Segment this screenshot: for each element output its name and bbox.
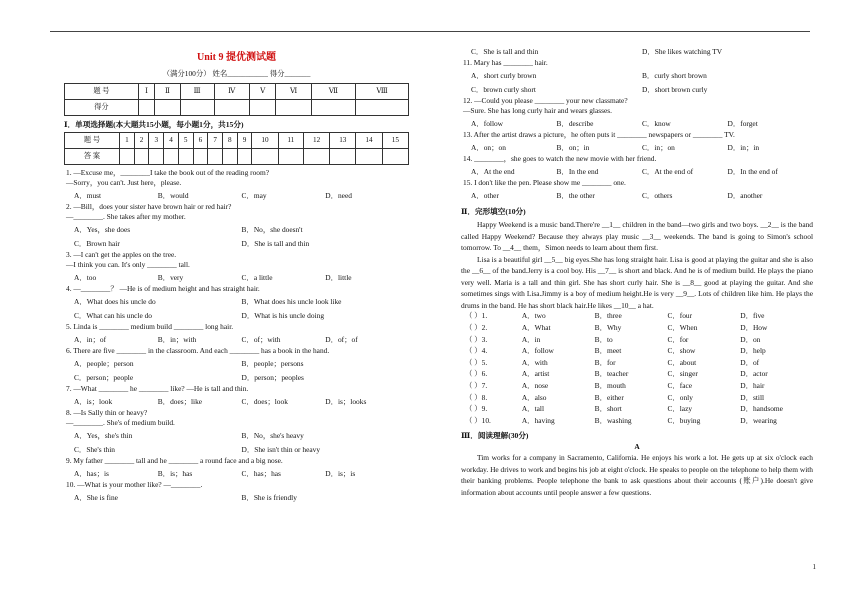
option: C．others [642,190,673,200]
option: D．actor [740,369,768,379]
question-line: 6. There are five ________ in the classroom. And each ________ has a book in the hand. [66,345,330,355]
option: C．When [667,323,698,333]
score-cell [138,99,155,115]
left-questions [64,169,409,505]
question-line: 5. Linda is ________ medium build ________ long hair. [66,321,234,331]
option: D．She likes watching TV [642,46,723,56]
option: D．need [325,190,352,200]
option: A．having [521,415,555,425]
options-row [64,429,409,443]
option: C．She's thin [74,444,115,454]
answer-cell [237,148,252,164]
header-rule [50,31,810,32]
option: D．is；is [325,468,356,478]
answer-header-cell: 3 [149,132,164,148]
score-header-cell: Ⅶ [311,83,355,99]
answer-table [64,132,409,165]
score-header-cell: Ⅷ [356,83,409,99]
option: A．with [521,357,548,367]
option: D．She is tall and thin [241,238,310,248]
question-line: —________. She's of medium build. [66,417,175,427]
option: D．five [740,311,765,321]
answer-row-label: 答 案 [65,148,120,164]
cloze-number: （ ）4. [465,346,488,356]
question-line: 13. After the artist draws a picture，he often puts it ________ newspapers or ________ TV. [463,130,735,139]
option: A．follow [521,346,554,356]
option: A．is；look [74,396,113,406]
score-header-cell: Ⅰ [138,83,155,99]
option: B．very [157,272,184,282]
option: D．What is his uncle doing [241,310,325,320]
cloze-number: （ ）6. [465,369,488,379]
score-cell [311,99,355,115]
answer-cell [164,148,179,164]
answer-header-cell: 10 [252,132,278,148]
option: D．forget [727,118,758,128]
option: A．Yes，she's thin [74,430,133,440]
options-row [461,189,813,203]
option: B．either [594,392,624,402]
option: B．is；has [157,468,193,478]
question [64,203,409,251]
options-row [64,295,409,309]
question [461,155,813,179]
option: C．may [241,190,267,200]
question [461,97,813,131]
option: C．about [667,357,697,367]
option: B．She is friendly [241,492,297,502]
options-row [461,117,813,131]
cloze-option-row [461,369,813,381]
option: A．At the end [471,166,515,176]
option: C．person；people [74,372,134,382]
question-line: 1. —Excuse me，________I take the book out of the reading room? [66,167,269,177]
option: B．meet [594,346,622,356]
question-line: 14. ________，she goes to watch the new movie with her friend. [463,154,657,163]
passage-label: A [634,442,640,452]
option: D．wearing [740,415,777,425]
option: B．on；in [556,142,590,152]
question-line: 10. —What is your mother like? —________. [66,479,203,489]
option: A．two [521,311,546,321]
option: C．know [642,118,671,128]
answer-cell [356,148,382,164]
question [64,323,409,347]
cloze-option-row [461,415,813,427]
question-line: —________. She takes after my mother. [66,211,186,221]
option: C．brown curly short [471,84,536,94]
options-row [461,69,813,83]
question-line: 9. My father ________ tall and he ________ a round face and a big nose. [66,455,283,465]
options-row [64,189,409,203]
answer-header-cell: 14 [356,132,382,148]
question-line: 15. I don't like the pen. Please show me ________ one. [463,178,626,187]
option: C．lazy [667,404,693,414]
score-row-label: 得分 [65,99,139,115]
answer-cell [120,148,135,164]
question-line: —Sure. She has long curly hair and wears glasses. [463,106,613,115]
option: D．short brown curly [642,84,708,94]
option: B．washing [594,415,632,425]
cloze-option-row [461,334,813,346]
reading-paragraph: Tim works for a company in Sacramento, California. He enjoys his work a lot. He gets up at six o'clock each workday. He drives to work and begins his job at eight o'clock. He speaks to people on the telephone to help them with their banking problems. People telephone the bank to ask questions about their accounts (账户).He doesn't give information about accounts until people answer a few questions. [461,453,813,497]
option: A．nose [521,381,549,391]
option: D．on [740,334,761,344]
option: B．does；like [157,396,203,406]
option: C．has；has [241,468,281,478]
answer-cell [382,148,408,164]
option: D．another [727,190,763,200]
option: D．How [740,323,768,333]
option: C．four [667,311,693,321]
cloze-options [461,311,813,427]
options-row [64,223,409,237]
option: A．people；person [74,358,134,368]
option: B．describe [556,118,594,128]
question [64,385,409,409]
score-cell [214,99,249,115]
option: B．What does his uncle look like [241,296,342,306]
option: A．in；of [74,334,107,344]
option: C．of；with [241,334,281,344]
question [64,409,409,457]
cloze-option-row [461,381,813,393]
question-line: 4. —________？ —He is of medium height and has straight hair. [66,283,260,293]
answer-header-cell: 8 [222,132,237,148]
option: A．What does his uncle do [74,296,156,306]
answer-header-cell: 4 [164,132,179,148]
answer-header-cell: 9 [237,132,252,148]
option: D．little [325,272,352,282]
option: A．follow [471,118,504,128]
cloze-number: （ ）1. [465,311,488,321]
question-line: —I think you can. It's only ________ tall. [66,259,190,269]
question-line: 12. —Could you please ________ your new classmate? [463,96,628,105]
answer-header-cell: 15 [382,132,408,148]
answer-cell [134,148,149,164]
question [64,251,409,285]
q10-options-cont [461,45,813,59]
answer-header-cell: 题 号 [65,132,120,148]
score-table [64,83,409,116]
option: D．In the end of [727,166,778,176]
option: D．She isn't thin or heavy [241,444,321,454]
score-cell [249,99,276,115]
left-column [64,38,409,505]
question [64,285,409,323]
option: C．She is tall and thin [471,46,539,56]
option: A．also [521,392,547,402]
answer-cell [222,148,237,164]
score-header-cell: Ⅵ [276,83,311,99]
cloze-paragraph-2: Lisa is a beautiful girl __5__ big eyes.She has long straight hair. Lisa is good at playing the guitar and she is also the __6__ of the band.Jerry is a cool boy. His __7__ is short and black. And he is of medium build. He plays the piano very well. Maria is a tall and thin girl. She has short curly hair. She is __8__ good at playing the guitar. And she sometimes sings with Lisa.Jimmy is a boy of medium height.He is very __9__. Lots of children like him. He plays the drums in the band. He has short black hair.He likes __10__ a hat. [461,254,813,310]
option: B．in；with [157,334,197,344]
options-row [64,309,409,323]
option: C．At the end of [642,166,694,176]
question [64,457,409,481]
options-row [64,237,409,251]
option: D．of；of [325,334,358,344]
options-row [64,443,409,457]
option: A．in [521,334,541,344]
option: C．for [667,334,689,344]
options-row [64,371,409,385]
option: D．in；in [727,142,760,152]
answer-cell [330,148,356,164]
option: D．hair [740,381,765,391]
option: A．has；is [74,468,109,478]
answer-cell [178,148,193,164]
section1-heading: Ⅰ．单项选择题(本大题共15小题，每小题1分，共15分) [64,119,244,129]
page-title: Unit 9 提优测试题 [197,52,276,63]
option: B．teacher [594,369,629,379]
option: B．Why [594,323,622,333]
option: B．for [594,357,616,367]
cloze-option-row [461,346,813,358]
option: C．only [667,392,693,402]
option: B．mouth [594,381,626,391]
option: D．handsome [740,404,783,414]
option: B．three [594,311,622,321]
option: D．person；peoples [241,372,304,382]
question-line: 8. —Is Sally thin or heavy? [66,407,148,417]
score-cell [180,99,214,115]
options-row [64,357,409,371]
cloze-paragraph-1: Happy Weekend is a music band.There're __1__ children in the band—two girls and two boys. __2__ is the band called Happy Weekend? Because they always play music __3__ weekends. The band is going to Simon's school tomorrow. To __4__ them，Simon needs to learn about them first. [461,220,813,253]
option: A．on；on [471,142,506,152]
option: A．She is fine [74,492,118,502]
cloze-option-row [461,392,813,404]
score-cell [356,99,409,115]
option: B．short [594,404,622,414]
options-row [461,83,813,97]
answer-header-cell: 5 [178,132,193,148]
option: A．What [521,323,551,333]
option: C．Brown hair [74,238,120,248]
cloze-number: （ ）2. [465,323,488,333]
answer-header-cell: 13 [330,132,356,148]
answer-header-cell: 1 [120,132,135,148]
option: A．too [74,272,97,282]
answer-header-cell: 12 [303,132,329,148]
options-row [64,271,409,285]
question [461,59,813,97]
question-line: —Sorry，you can't. Just here，please. [66,177,182,187]
cloze-option-row [461,311,813,323]
option: D．is；looks [325,396,367,406]
cloze-option-row [461,404,813,416]
options-row [461,165,813,179]
question [64,169,409,203]
option: B．would [157,190,189,200]
cloze-number: （ ）10. [465,415,491,425]
right-column [461,45,813,498]
score-header-cell: Ⅲ [180,83,214,99]
section3-heading: Ⅲ．阅读理解(30分) [461,431,529,441]
score-header-cell: Ⅴ [249,83,276,99]
page-subtitle: （满分100分） 姓名___________ 得分_______ [162,69,311,78]
answer-header-cell: 11 [278,132,303,148]
answer-cell [252,148,278,164]
score-header-cell: 题 号 [65,83,139,99]
option: B．No，she doesn't [241,224,303,234]
question [461,179,813,203]
option: B．In the end [556,166,599,176]
answer-header-cell: 2 [134,132,149,148]
score-header-cell: Ⅱ [155,83,180,99]
option: C．face [667,381,693,391]
answer-cell [303,148,329,164]
cloze-number: （ ）7. [465,381,488,391]
answer-cell [193,148,208,164]
answer-cell [149,148,164,164]
cloze-option-row [461,323,813,335]
option: C．a little [241,272,273,282]
option: C．in；on [642,142,675,152]
option: A．short curly brown [471,70,537,80]
option: C．show [667,346,696,356]
option: A．must [74,190,102,200]
option: A．tall [521,404,545,414]
question [461,131,813,155]
options-row [64,333,409,347]
score-header-cell: Ⅳ [214,83,249,99]
options-row [64,395,409,409]
cloze-option-row [461,357,813,369]
cloze-number: （ ）8. [465,392,488,402]
option: B．curly short brown [642,70,707,80]
question [64,347,409,385]
answer-cell [278,148,303,164]
options-row [461,141,813,155]
score-cell [276,99,311,115]
options-row [64,491,409,505]
score-cell [155,99,180,115]
option: C．What can his uncle do [74,310,152,320]
option: D．help [740,346,766,356]
option: A．other [471,190,499,200]
options-row [64,467,409,481]
option: B．No，she's heavy [241,430,304,440]
option: C．singer [667,369,698,379]
page-number: 1 [812,562,816,571]
option: B．people；persons [241,358,304,368]
option: C．does；look [241,396,288,406]
cloze-number: （ ）3. [465,334,488,344]
right-questions [461,59,813,203]
question-line: 2. —Bill，does your sister have brown hair or red hair? [66,201,232,211]
cloze-number: （ ）5. [465,357,488,367]
answer-cell [208,148,223,164]
option: D．of [740,357,760,367]
answer-header-cell: 6 [193,132,208,148]
question [64,481,409,505]
option: C．buying [667,415,701,425]
section2-heading: Ⅱ．完形填空(10分) [461,207,526,216]
question-line: 7. —What ________ he ________ like? —He is tall and thin. [66,383,249,393]
answer-header-cell: 7 [208,132,223,148]
option: D．still [740,392,765,402]
question-line: 11. Mary has ________ hair. [463,58,548,67]
option: B．to [594,334,613,344]
option: B．the other [556,190,595,200]
option: A．artist [521,369,550,379]
option: A．Yes，she does [74,224,131,234]
question-line: 3. —I can't get the apples on the tree. [66,249,177,259]
cloze-number: （ ）9. [465,404,488,414]
